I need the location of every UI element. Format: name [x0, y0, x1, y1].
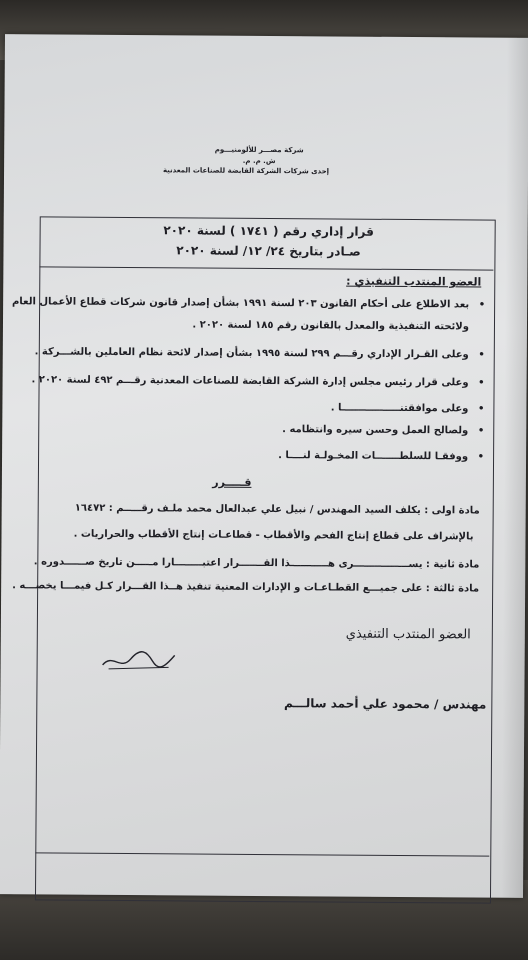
handwritten-signature: [99, 645, 179, 676]
preamble-law-cont: ولائحته التنفيذية والمعدل بالقانون رقم ١٨٥ لسنة ٢٠٢٠ .: [192, 319, 470, 333]
signatory-name: مهندس / محمود علي أحمد سالـــم: [283, 696, 487, 712]
page-fold-shadow: [501, 38, 528, 898]
document-page: [0, 34, 528, 898]
article-first-cont: بالإشراف على قطاع إنتاج الفحم والأقطاب - قطاعـات إنتاج الأقطاب والحراريات .: [73, 528, 474, 543]
decree-number: قرار إداري رقم ( ١٧٤١ ) لسنة ٢٠٢٠: [163, 223, 374, 239]
addressee-heading: العضو المنتدب التنفيذي :: [346, 274, 482, 289]
signatory-title: العضو المنتدب التنفيذي: [345, 626, 471, 643]
company-name: شركة مصـــر للألومنيـــوم: [214, 145, 304, 155]
decree-date: صـادر بتاريخ ٢٤/ ١٢/ لسنة ٢٠٢٠: [176, 243, 361, 259]
preamble-approval: وعلى موافقتنـــــــــــــــــا . •: [331, 402, 469, 414]
company-type: ش. م. م.: [242, 156, 276, 166]
preamble-authorities: ووفقـا للسلطـــــــات المخـولـة لنــــا . •: [278, 450, 468, 462]
preamble-holding-decree: وعلى قرار رئيس مجلس إدارة الشركة القابضة للصناعات المعدنية رقـــم ٤٩٢ لسنة ٢٠٢٠ . •: [31, 374, 468, 388]
decides-heading: قـــــرر: [212, 475, 252, 489]
preamble-work-interest: ولصالح العمل وحسن سيره وانتظامه . •: [282, 424, 468, 436]
article-third: مادة ثالثة : على جميـــع القطـاعـات و الإدارات المعنية تنفيذ هــذا القـــرار كـل فيمـــا يخصـــه .: [12, 580, 480, 595]
company-parent: إحدى شركات الشركة القابضة للصناعات المعدنية: [162, 166, 330, 176]
preamble-law-line: بعد الاطلاع على أحكام القانون ٢٠٣ لسنة ١٩٩١ بشأن إصدار قانون شركات قطاع الأعمال العام •: [12, 296, 469, 310]
article-second: مادة ثانية : يســــــــــــــــرى هـــــــــــذا القـــــــرار اعتبــــــــارا مـــــن تاريخ صــــــدوره .: [33, 556, 480, 571]
preamble-admin-decree: وعلى القـرار الإداري رقـــم ٢٩٩ لسنة ١٩٩٥ بشأن إصدار لائحة نظام العاملين بالشـــركة . •: [35, 346, 469, 360]
article-first: مادة اولى : يكلف السيد المهندس / نبيل علي عبدالعال محمد ملـف رقـــــم : ١٦٤٧٢: [74, 502, 480, 517]
